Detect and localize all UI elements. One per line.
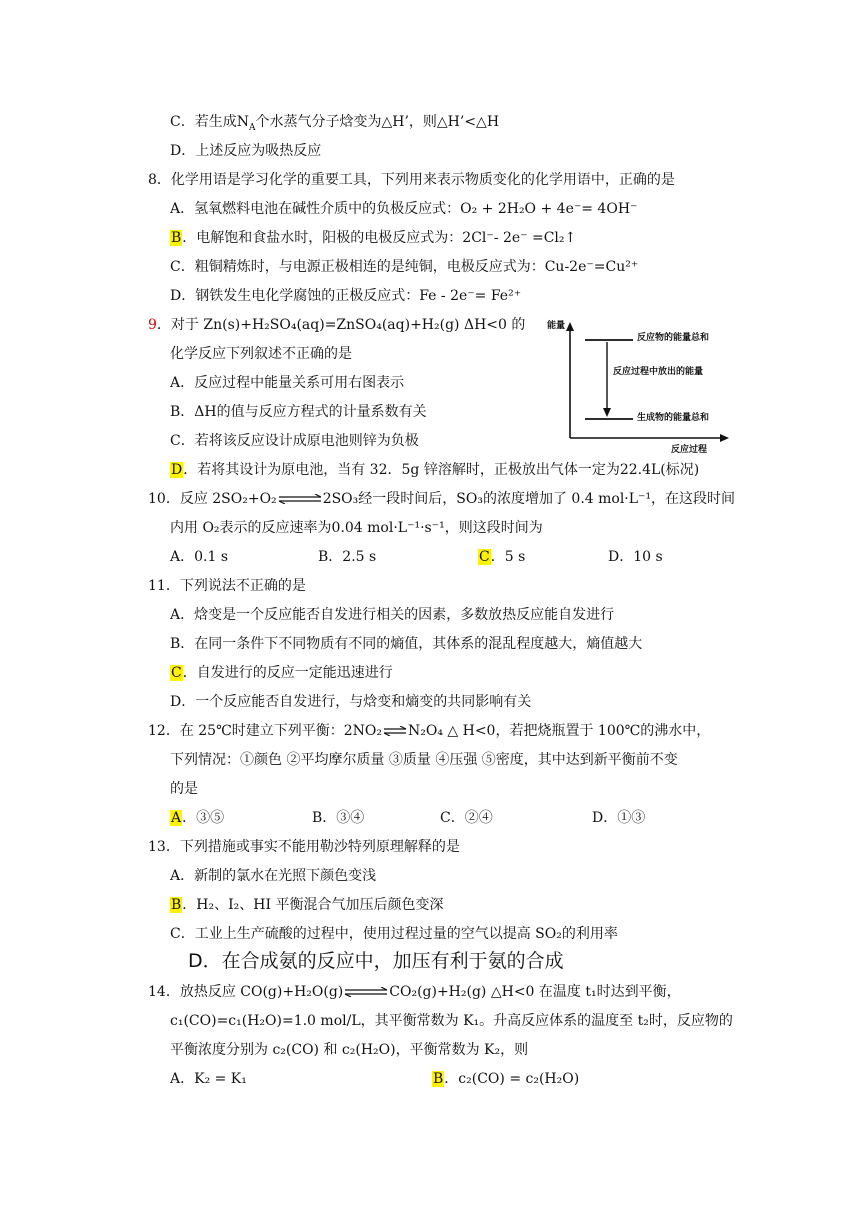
diagram-y-label: 能量 bbox=[547, 321, 566, 331]
q14-stem-2: c₁(CO)=c₁(H₂O)=1.0 mol/L，其平衡常数为 K₁。升高反应体系的温度至 t₂时，反应物的 bbox=[170, 1013, 733, 1029]
q9-option-b: B．ΔH的值与反应方程式的计量系数有关 bbox=[170, 404, 427, 420]
q11-option-b: B．在同一条件下不同物质有不同的熵值，其体系的混乱程度越大，熵值越大 bbox=[170, 636, 643, 652]
q14-option-b: B．c₂(CO) = c₂(H₂O) bbox=[433, 1071, 580, 1087]
q12-option-a: A．③⑤ bbox=[171, 810, 225, 826]
q9-option-c: C．若将该反应设计成原电池则锌为负极 bbox=[170, 433, 419, 449]
q12-option-d: D．①③ bbox=[592, 810, 646, 826]
q12-option-c: C．②④ bbox=[440, 810, 493, 826]
diagram-x-label: 反应过程 bbox=[671, 445, 708, 455]
answer-highlight: B bbox=[171, 897, 182, 913]
q9-stem-2: 化学反应下列叙述不正确的是 bbox=[170, 346, 352, 362]
equilibrium-arrow-icon bbox=[382, 726, 408, 736]
q8-option-b: B．电解饱和食盐水时，阳极的电极反应式为：2Cl⁻- 2e⁻ =Cl₂↑ bbox=[171, 230, 577, 246]
answer-highlight: B bbox=[433, 1071, 444, 1087]
q8-option-d: D．钢铁发生电化学腐蚀的正极反应式：Fe - 2e⁻= Fe²⁺ bbox=[170, 288, 522, 304]
q11-option-c: C．自发进行的反应一定能迅速进行 bbox=[171, 665, 393, 681]
answer-highlight: B bbox=[171, 230, 182, 246]
q11-stem: 11．下列说法不正确的是 bbox=[148, 578, 306, 594]
q10-stem-2: 内用 O₂表示的反应速率为0.04 mol·L⁻¹·s⁻¹，则这段时间为 bbox=[170, 520, 543, 536]
equilibrium-arrow-icon bbox=[343, 987, 389, 997]
q12-option-b: B．③④ bbox=[312, 810, 365, 826]
q13-option-a: A．新制的氯水在光照下颜色变浅 bbox=[170, 868, 377, 884]
q13-stem: 13．下列措施或事实不能用勒沙特列原理解释的是 bbox=[148, 839, 460, 855]
q13-option-d: D．在合成氨的反应中，加压有利于氨的合成 bbox=[188, 950, 564, 972]
q11-option-d: D．一个反应能否自发进行，与焓变和熵变的共同影响有关 bbox=[170, 694, 532, 710]
q9-stem: 9．对于 Zn(s)+H₂SO₄(aq)=ZnSO₄(aq)+H₂(g) ΔH<0 的 bbox=[148, 317, 526, 333]
q13-option-b: B．H₂、I₂、HI 平衡混合气加压后颜色变深 bbox=[171, 897, 444, 913]
energy-diagram bbox=[543, 316, 733, 458]
q8-stem: 8．化学用语是学习化学的重要工具，下列用来表示物质变化的化学用语中，正确的是 bbox=[148, 172, 675, 188]
q7-option-c: C．若生成$N_A$个水蒸气分子焓变为△H’，则△H’<△H bbox=[170, 114, 500, 133]
diagram-x-arrow bbox=[720, 434, 729, 442]
q14-stem: 14．放热反应 CO(g)+H₂O(g) CO₂(g)+H₂(g) △H<0 在温度 t₁时达到平衡， bbox=[148, 984, 681, 1000]
product-label: 生成物的能量总和 bbox=[637, 413, 710, 423]
answer-highlight: D bbox=[171, 462, 183, 478]
q10-option-d: D．10 s bbox=[608, 549, 663, 565]
q14-option-a: A．K₂ = K₁ bbox=[170, 1071, 247, 1087]
reactant-label: 反应物的能量总和 bbox=[637, 333, 710, 343]
answer-highlight: C bbox=[171, 665, 182, 681]
q7-option-d: D．上述反应为吸热反应 bbox=[170, 143, 322, 159]
q13-option-c: C．工业上生产硫酸的过程中，使用过程过量的空气以提高 SO₂的利用率 bbox=[170, 926, 618, 942]
q8-option-c: C．粗铜精炼时，与电源正极相连的是纯铜，电极反应式为：Cu-2e⁻=Cu²⁺ bbox=[170, 259, 639, 275]
q12-stem: 12．在 25℃时建立下列平衡：2NO₂ N₂O₄ △ H<0，若把烧瓶置于 100℃的沸水中， bbox=[148, 723, 711, 739]
released-label: 反应过程中放出的能量 bbox=[613, 367, 704, 377]
q10-option-c: C．5 s bbox=[479, 549, 526, 565]
equilibrium-arrow-icon bbox=[277, 494, 323, 504]
q9-option-a: A．反应过程中能量关系可用右图表示 bbox=[170, 375, 405, 391]
q9-option-d: D．若将其设计为原电池，当有 32．5g 锌溶解时，正极放出气体一定为22.4L(标况) bbox=[171, 462, 700, 478]
q11-option-a: A．焓变是一个反应能否自发进行相关的因素，多数放热反应能自发进行 bbox=[170, 607, 615, 623]
q10-option-a: A．0.1 s bbox=[170, 549, 229, 565]
q10-stem: 10．反应 2SO₂+O₂ 2SO₃经一段时间后，SO₃的浓度增加了 0.4 mol·L⁻¹，在这段时间 bbox=[148, 491, 736, 507]
q14-stem-3: 平衡浓度分别为 c₂(CO) 和 c₂(H₂O)，平衡常数为 K₂，则 bbox=[170, 1042, 529, 1058]
answer-highlight: A bbox=[171, 810, 182, 826]
q12-stem-2: 下列情况：①颜色 ②平均摩尔质量 ③质量 ④压强 ⑤密度，其中达到新平衡前不变 bbox=[170, 752, 678, 768]
diagram-y-arrow bbox=[566, 322, 574, 331]
q10-option-b: B．2.5 s bbox=[318, 549, 377, 565]
q8-option-a: A．氢氧燃料电池在碱性介质中的负极反应式：O₂ + 2H₂O + 4e⁻= 4OH⁻ bbox=[170, 201, 638, 217]
energy-arrow-head bbox=[603, 408, 611, 417]
q12-stem-3: 的是 bbox=[170, 781, 198, 797]
answer-highlight: C bbox=[479, 549, 490, 565]
